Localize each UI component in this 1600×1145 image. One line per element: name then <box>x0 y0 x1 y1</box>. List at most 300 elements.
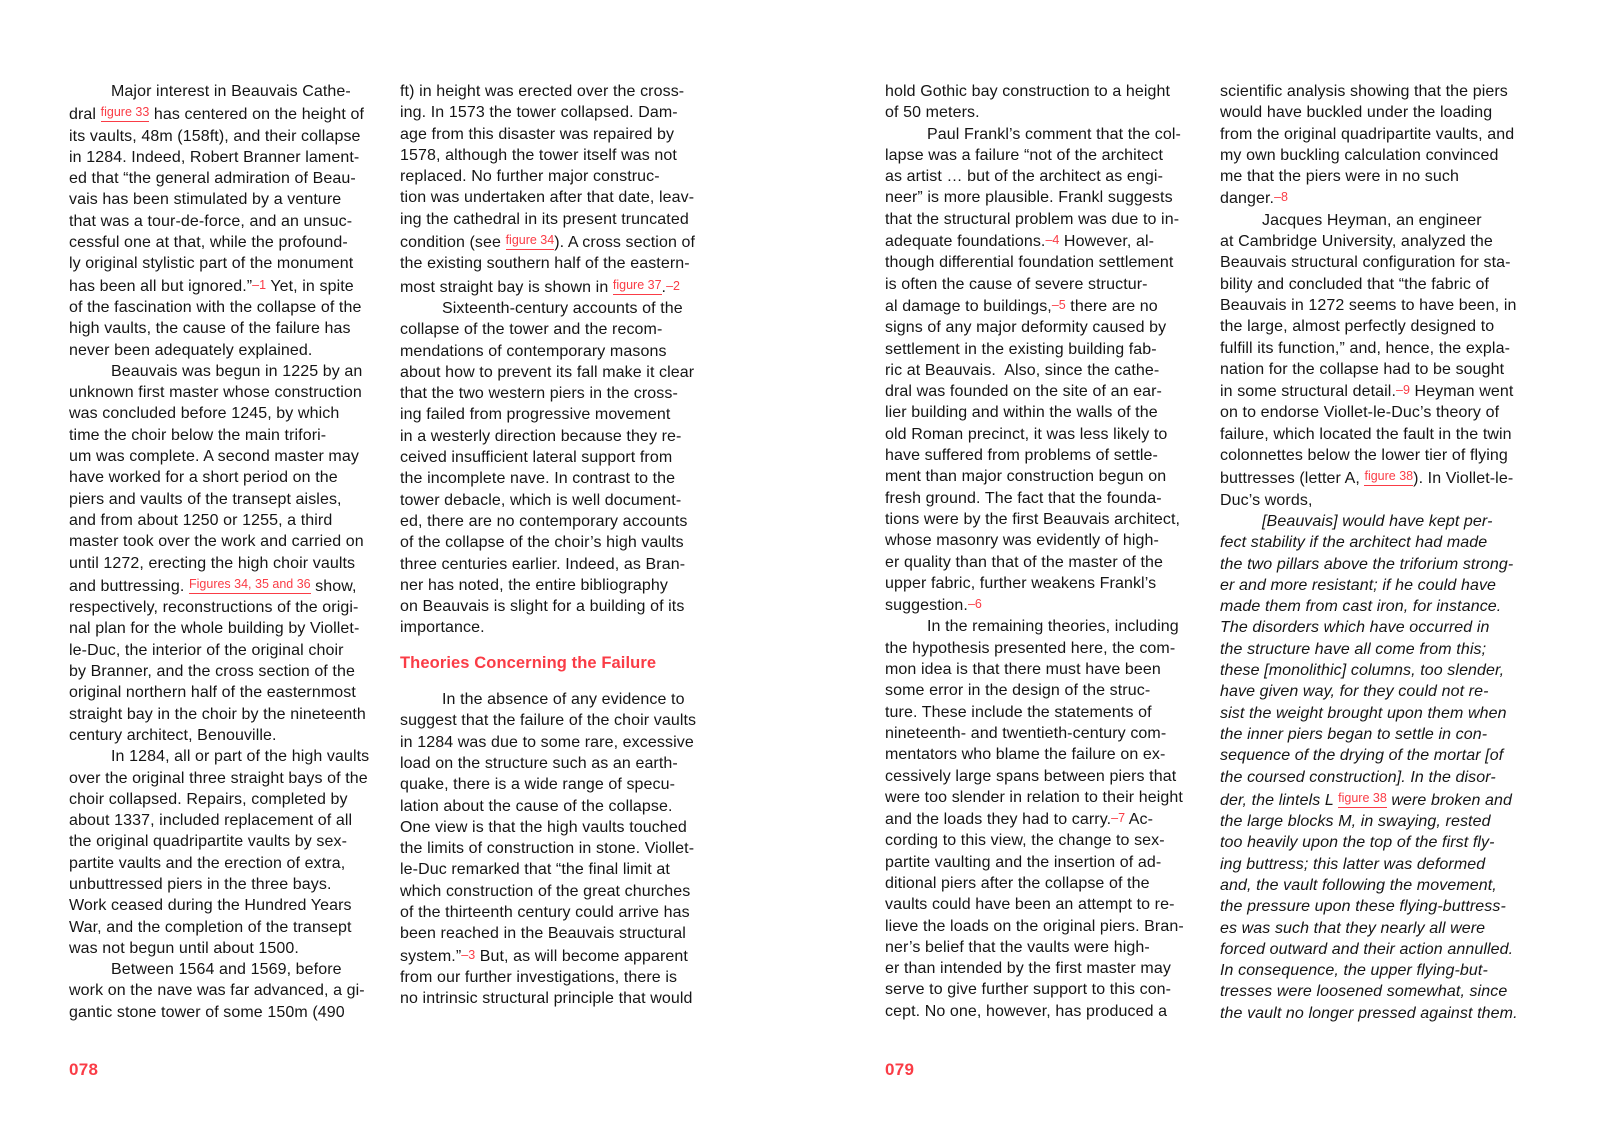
text-line <box>1220 295 1532 316</box>
text-line <box>400 945 712 967</box>
text-run: work on the nave was far advanced, a gi- <box>69 982 365 1000</box>
paragraph <box>69 81 381 361</box>
text-line <box>1220 854 1532 875</box>
paragraph <box>400 298 712 639</box>
text-line <box>400 362 712 383</box>
text-run: century architect, Benouville. <box>69 726 277 744</box>
text-line <box>400 319 712 340</box>
text-line <box>69 531 381 552</box>
text-run: fect stability if the architect had made <box>1220 534 1488 552</box>
footnote-marker: –4 <box>1045 233 1060 248</box>
text-line <box>400 102 712 123</box>
paragraph <box>1220 210 1532 511</box>
text-run: whose masonry was evidently of high- <box>885 532 1159 550</box>
text-run: er quality than that of the master of the <box>885 553 1164 571</box>
figure-reference: figure 34 <box>506 233 555 250</box>
text-line <box>1220 532 1532 553</box>
text-line <box>885 937 1197 958</box>
text-run: cept. No one, however, has produced a <box>885 1002 1168 1020</box>
text-line <box>1220 102 1532 123</box>
text-line <box>885 187 1197 208</box>
text-run: in 1284. Indeed, Robert Branner lament- <box>69 148 360 166</box>
text-run: hold Gothic bay construction to a height <box>885 83 1171 100</box>
text-run: lapse was a failure “not of the architect <box>885 146 1164 164</box>
text-run: Major interest in Beauvais Cathe- <box>111 83 351 100</box>
text-line <box>1220 402 1532 423</box>
text-run: nation for the collapse had to be sought <box>1220 360 1505 378</box>
text-run: by Branner, and the cross section of the <box>69 663 355 681</box>
text-run: the coursed construction]. In the disor- <box>1220 768 1496 786</box>
text-line <box>1220 745 1532 766</box>
text-run: of the collapse of the choir’s high vaults <box>400 534 684 552</box>
text-run: vais has been stimulated by a venture <box>69 191 342 209</box>
text-column <box>885 81 1197 1022</box>
text-run: In the remaining theories, including <box>927 618 1179 636</box>
text-line <box>885 381 1197 402</box>
text-line <box>1220 252 1532 273</box>
text-run: though differential foundation settlement <box>885 254 1174 272</box>
text-run: Between 1564 and 1569, before <box>111 961 342 979</box>
text-line <box>885 209 1197 230</box>
text-run: too heavily upon the top of the first fly- <box>1220 834 1495 852</box>
text-line <box>1220 145 1532 166</box>
footnote-marker: –8 <box>1274 190 1288 205</box>
text-line <box>400 689 712 710</box>
text-run: condition (see <box>400 234 506 252</box>
text-run: lieve the loads on the original piers. Bran- <box>885 917 1184 935</box>
text-run: mendations of contemporary masons <box>400 342 667 360</box>
text-run: my own buckling calculation convinced <box>1220 146 1499 164</box>
text-line <box>1220 466 1532 489</box>
text-run: high vaults, the cause of the failure has <box>69 320 351 338</box>
text-run: have suffered from problems of settle- <box>885 447 1158 465</box>
text-line <box>1220 896 1532 917</box>
text-run: adequate foundations. <box>885 233 1046 251</box>
text-line <box>885 295 1197 317</box>
text-line <box>1220 359 1532 380</box>
text-run: colonnettes below the lower tier of flying <box>1220 447 1508 465</box>
text-run: its vaults, 48m (158ft), and their collapse <box>69 127 361 145</box>
text-line <box>1220 274 1532 295</box>
text-run: signs of any major deformity caused by <box>885 319 1167 337</box>
section-heading: Theories Concerning the Failure <box>400 653 657 672</box>
text-line <box>69 895 381 916</box>
text-run: upper fabric, further weakens Frankl’s <box>885 574 1157 592</box>
text-line <box>400 881 712 902</box>
text-run: le-Duc remarked that “the final limit at <box>400 861 670 879</box>
text-line <box>885 274 1197 295</box>
text-run: of the fascination with the collapse of the <box>69 298 362 316</box>
text-line <box>69 102 381 125</box>
text-line <box>885 81 1197 102</box>
text-run: In consequence, the upper flying-but- <box>1220 962 1488 980</box>
text-line <box>400 923 712 944</box>
text-line <box>1220 788 1532 811</box>
text-line <box>885 638 1197 659</box>
text-run: tions were by the first Beauvais architect, <box>885 510 1181 528</box>
page-number-right: 079 <box>885 1060 915 1079</box>
text-line <box>69 574 381 597</box>
text-line <box>885 852 1197 873</box>
text-run: that was a tour-de-force, and an unsuc- <box>69 212 353 230</box>
text-line <box>885 488 1197 509</box>
text-run: master took over the work and carried on <box>69 533 364 551</box>
text-line <box>1220 187 1532 209</box>
text-run: War, and the completion of the transept <box>69 918 352 936</box>
text-line <box>400 490 712 511</box>
text-run: which construction of the great churches <box>400 882 691 900</box>
text-line <box>1220 575 1532 596</box>
paragraph <box>400 81 712 298</box>
text-run: most straight bay is shown in <box>400 278 613 296</box>
text-line <box>400 532 712 553</box>
text-run: tresses were loosened somewhat, since <box>1220 983 1508 1001</box>
text-line <box>69 340 381 361</box>
text-run: the vault no longer pressed against them. <box>1220 1004 1518 1022</box>
text-line <box>69 768 381 789</box>
text-run: le-Duc, the interior of the original choir <box>69 641 344 659</box>
text-line <box>1220 832 1532 853</box>
text-line <box>400 838 712 859</box>
text-run: on to endorse Viollet-le-Duc’s theory of <box>1220 404 1500 422</box>
text-line <box>885 402 1197 423</box>
text-line <box>1220 380 1532 402</box>
text-line <box>400 902 712 923</box>
text-run: straight bay in the choir by the nineteenth <box>69 705 366 723</box>
text-run: from the original quadripartite vaults, and <box>1220 125 1515 143</box>
text-line <box>885 466 1197 487</box>
text-run: there are no <box>1065 297 1158 315</box>
text-run: were too slender in relation to their height <box>885 788 1183 806</box>
text-line <box>1220 231 1532 252</box>
text-run: made them from cast iron, for instance. <box>1220 598 1502 616</box>
text-line <box>400 298 712 319</box>
text-run: Beauvais structural configuration for sta- <box>1220 254 1511 272</box>
text-run: um was complete. A second master may <box>69 448 359 466</box>
text-line <box>885 873 1197 894</box>
text-line <box>69 682 381 703</box>
text-line <box>69 425 381 446</box>
text-line <box>400 575 712 596</box>
text-run: Jacques Heyman, an engineer <box>1262 211 1482 229</box>
text-run: unknown first master whose construction <box>69 384 362 402</box>
text-line <box>885 445 1197 466</box>
text-run: respectively, reconstructions of the origi- <box>69 599 359 617</box>
text-line <box>69 168 381 189</box>
text-run: One view is that the high vaults touched <box>400 818 687 836</box>
figure-reference: figure 37 <box>613 278 662 295</box>
text-line <box>69 938 381 959</box>
text-run: as artist … but of the architect as engi- <box>885 168 1164 186</box>
text-line <box>885 702 1197 723</box>
text-line <box>69 147 381 168</box>
text-line <box>1220 724 1532 745</box>
text-line <box>885 145 1197 166</box>
text-line <box>1220 660 1532 681</box>
text-line <box>1220 939 1532 960</box>
text-run: load on the structure such as an earth- <box>400 754 678 772</box>
text-run: the original quadripartite vaults by sex- <box>69 833 348 851</box>
text-run: ner’s belief that the vaults were high- <box>885 938 1150 956</box>
text-line <box>885 360 1197 381</box>
text-line <box>885 787 1197 808</box>
text-run: In the absence of any evidence to <box>442 691 685 709</box>
text-run: dral <box>69 106 101 124</box>
text-run: ). In Viollet-le- <box>1413 470 1514 488</box>
text-line <box>1220 316 1532 337</box>
text-run: scientific analysis showing that the piers <box>1220 83 1508 100</box>
text-run: suggestion. <box>885 597 968 615</box>
text-line <box>69 1002 381 1023</box>
text-line <box>885 894 1197 915</box>
text-line <box>69 661 381 682</box>
text-line <box>885 530 1197 551</box>
text-line <box>69 232 381 253</box>
text-line <box>1220 554 1532 575</box>
text-run: ly original stylistic part of the monument <box>69 255 354 273</box>
text-line <box>885 1001 1197 1022</box>
text-run: and the loads they had to carry. <box>885 811 1112 829</box>
text-run: some error in the design of the struc- <box>885 682 1151 700</box>
text-run: unbuttressed piers in the three bays. <box>69 875 332 893</box>
text-line <box>69 467 381 488</box>
text-line <box>1220 166 1532 187</box>
text-line <box>885 744 1197 765</box>
text-run: the large, almost perfectly designed to <box>1220 318 1495 336</box>
footnote-marker: –7 <box>1111 811 1126 826</box>
text-line <box>400 209 712 230</box>
text-line <box>400 796 712 817</box>
text-run: nal plan for the whole building by Viollet- <box>69 620 360 638</box>
text-run: However, al- <box>1059 233 1155 251</box>
text-line <box>400 383 712 404</box>
text-run: from our further investigations, there is <box>400 968 678 986</box>
text-line <box>885 958 1197 979</box>
text-line <box>1220 960 1532 981</box>
text-run: in a westerly direction because they re- <box>400 427 682 445</box>
text-line <box>885 339 1197 360</box>
text-run: been reached in the Beauvais structural <box>400 925 686 943</box>
text-line <box>69 980 381 1001</box>
paragraph <box>1220 81 1532 210</box>
footnote-marker: –9 <box>1396 383 1410 398</box>
text-run: lation about the cause of the collapse. <box>400 797 673 815</box>
text-line <box>400 596 712 617</box>
text-line <box>885 616 1197 637</box>
text-line <box>1220 81 1532 102</box>
text-line <box>1220 596 1532 617</box>
text-run: until 1272, erecting the high choir vaults <box>69 554 356 572</box>
text-run: the inner piers began to settle in con- <box>1220 725 1488 743</box>
text-line <box>69 126 381 147</box>
text-run: original northern half of the easternmost <box>69 684 356 702</box>
text-run: mon idea is that there must have been <box>885 661 1161 679</box>
text-run: the two pillars above the triforium strong- <box>1220 555 1514 573</box>
text-run: fulfill its function,” and, hence, the expla- <box>1220 339 1510 357</box>
text-run: es was such that they nearly all were <box>1220 919 1486 937</box>
text-run: would have buckled under the loading <box>1220 104 1493 122</box>
text-line <box>69 874 381 895</box>
text-run: lier building and within the walls of the <box>885 404 1158 422</box>
text-line <box>885 424 1197 445</box>
text-line <box>1220 445 1532 466</box>
text-line <box>885 766 1197 787</box>
text-run: cessful one at that, while the profound- <box>69 234 348 252</box>
text-run: has centered on the height of <box>149 106 364 124</box>
text-run: ditional piers after the collapse of the <box>885 874 1150 892</box>
text-run: the incomplete nave. In contrast to the <box>400 470 676 488</box>
text-line <box>885 552 1197 573</box>
text-line <box>400 145 712 166</box>
text-line <box>69 725 381 746</box>
text-line <box>1220 511 1532 532</box>
text-run: ing buttress; this latter was deformed <box>1220 855 1486 873</box>
text-run: ed that “the general admiration of Beau- <box>69 170 356 188</box>
text-line <box>400 753 712 774</box>
text-run: in some structural detail. <box>1220 383 1397 401</box>
text-run: over the original three straight bays of the <box>69 769 368 787</box>
text-run: ner has noted, the entire bibliography <box>400 576 668 594</box>
text-run: sequence of the drying of the mortar [of <box>1220 747 1504 765</box>
text-line <box>400 124 712 145</box>
text-line <box>400 447 712 468</box>
text-run: age from this disaster was repaired by <box>400 125 675 143</box>
text-line <box>1220 210 1532 231</box>
text-run: ric at Beauvais. Also, since the cathe- <box>885 361 1160 379</box>
text-line <box>69 553 381 574</box>
text-run: The disorders which have occurred in <box>1220 619 1490 637</box>
text-run: partite vaulting and the insertion of ad- <box>885 853 1162 871</box>
text-run: the existing southern half of the eastern- <box>400 255 690 273</box>
text-run: system.” <box>400 947 462 965</box>
footnote-marker: –1 <box>252 277 267 292</box>
text-run: choir collapsed. Repairs, completed by <box>69 790 348 808</box>
text-run: ed, there are no contemporary accounts <box>400 512 688 530</box>
text-run: danger. <box>1220 190 1275 208</box>
text-run: er than intended by the first master may <box>885 960 1171 978</box>
text-run: has been all but ignored.” <box>69 277 253 295</box>
text-run: three centuries earlier. Indeed, as Bran- <box>400 555 686 573</box>
text-line <box>885 102 1197 123</box>
text-line <box>400 341 712 362</box>
text-line <box>69 297 381 318</box>
text-line <box>69 189 381 210</box>
page-number-left: 078 <box>69 1060 99 1079</box>
text-run: Duc’s words, <box>1220 491 1313 509</box>
text-run: replaced. No further major construc- <box>400 168 660 186</box>
text-run: at Cambridge University, analyzed the <box>1220 233 1493 251</box>
text-run: But, as will become apparent <box>475 947 688 965</box>
text-line <box>885 830 1197 851</box>
text-run: forced outward and their action annulled. <box>1220 940 1514 958</box>
text-column <box>69 81 381 1023</box>
text-line <box>885 124 1197 145</box>
paragraph <box>69 959 381 1023</box>
text-run: ing failed from progressive movement <box>400 406 671 424</box>
text-line <box>1220 811 1532 832</box>
text-run: Heyman went <box>1409 383 1514 401</box>
text-run: ture. These include the statements of <box>885 703 1152 721</box>
text-line <box>1220 1003 1532 1024</box>
text-run: never been adequately explained. <box>69 341 313 359</box>
text-line <box>69 831 381 852</box>
text-line <box>69 275 381 297</box>
text-run: fresh ground. The fact that the founda- <box>885 489 1162 507</box>
text-run: the large blocks M, in swaying, rested <box>1220 813 1491 831</box>
text-line <box>400 554 712 575</box>
paragraph <box>885 124 1197 617</box>
text-run: tion was undertaken after that date, leav- <box>400 189 695 207</box>
text-line <box>69 382 381 403</box>
text-line <box>885 317 1197 338</box>
text-line <box>69 489 381 510</box>
text-run: tower debacle, which is well document- <box>400 491 682 509</box>
text-run: al damage to buildings, <box>885 297 1052 315</box>
text-run: bility and concluded that “the fabric of <box>1220 275 1490 293</box>
text-run: Paul Frankl’s comment that the col- <box>927 125 1181 143</box>
text-run: er and more resistant; if he could have <box>1220 576 1497 594</box>
text-run: ing the cathedral in its present truncated <box>400 210 689 228</box>
paragraph <box>400 689 712 1009</box>
text-run: ing. In 1573 the tower collapsed. Dam- <box>400 104 678 122</box>
text-line <box>69 81 381 102</box>
text-line <box>885 594 1197 616</box>
figure-reference: figure 38 <box>1338 791 1387 808</box>
text-run: ceived insufficient lateral support from <box>400 449 673 467</box>
text-line <box>885 808 1197 830</box>
text-line <box>69 618 381 639</box>
text-line <box>1220 124 1532 145</box>
text-run: neer” is more plausible. Frankl suggests <box>885 189 1173 207</box>
text-run: Work ceased during the Hundred Years <box>69 897 352 915</box>
text-run: ft) in height was erected over the cross- <box>400 83 685 100</box>
figure-reference: figure 38 <box>1364 469 1413 486</box>
text-run: serve to give further support to this con- <box>885 981 1172 999</box>
text-run: have given way, for they could not re- <box>1220 683 1489 701</box>
text-line <box>400 275 712 298</box>
text-line <box>400 817 712 838</box>
text-line <box>885 573 1197 594</box>
text-run: about 1337, included replacement of all <box>69 812 353 830</box>
text-run: these [monolithic] columns, too slender, <box>1220 662 1505 680</box>
text-run: partite vaults and the erection of extra, <box>69 854 346 872</box>
text-line <box>400 774 712 795</box>
text-line <box>69 211 381 232</box>
text-column <box>400 81 712 1009</box>
text-run: that the structural problem was due to in- <box>885 210 1180 228</box>
text-line <box>885 252 1197 273</box>
text-line <box>400 187 712 208</box>
text-run: have worked for a short period on the <box>69 469 338 487</box>
footnote-marker: –3 <box>461 947 476 962</box>
text-run: nineteenth- and twentieth-century com- <box>885 724 1167 742</box>
text-line <box>69 853 381 874</box>
text-line <box>69 318 381 339</box>
text-run: gantic stone tower of some 150m (490 <box>69 1003 345 1021</box>
text-line <box>1220 424 1532 445</box>
text-run: vaults could have been an attempt to re- <box>885 896 1175 914</box>
text-line <box>885 680 1197 701</box>
text-run: show, <box>310 577 357 595</box>
text-line <box>400 230 712 253</box>
text-run: Sixteenth-century accounts of the <box>442 299 683 317</box>
paragraph <box>69 361 381 746</box>
text-run: quake, there is a wide range of specu- <box>400 776 676 794</box>
text-run: importance. <box>400 619 485 637</box>
text-line <box>885 509 1197 530</box>
text-run: sist the weight brought upon them when <box>1220 704 1507 722</box>
block-quote <box>1220 511 1532 1024</box>
